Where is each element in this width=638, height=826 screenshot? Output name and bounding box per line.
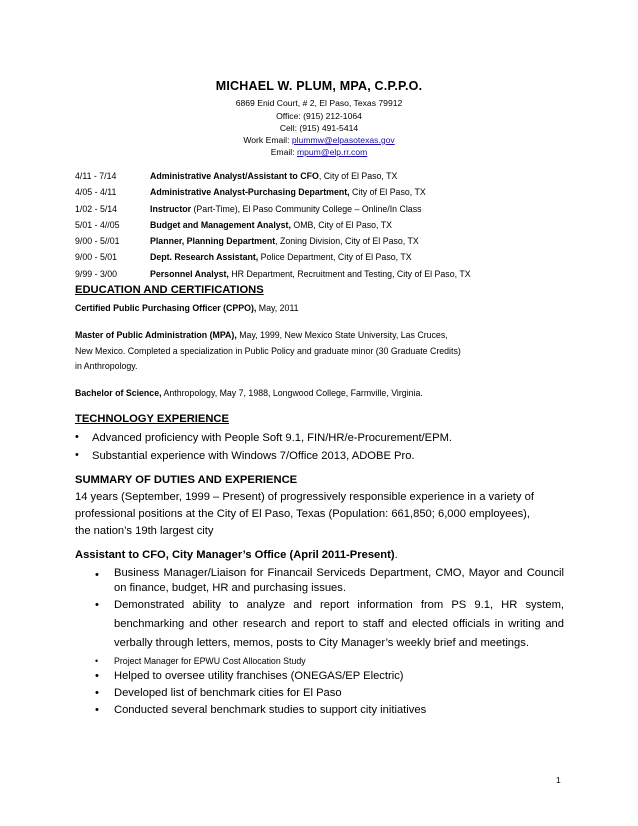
job-entry <box>75 204 595 220</box>
bullet-icon: • <box>95 599 99 611</box>
work-email-link[interactable]: plummw@elpasotexas.gov <box>291 135 395 145</box>
job-details: , Zoning Division, City of El Paso, TX <box>275 236 419 247</box>
job-dates: 1/02 - 5/14 <box>75 203 118 214</box>
cfo-duty-text: Helped to oversee utility franchises (ONEGAS/EP Electric) <box>114 670 404 682</box>
work-email-label: Work Email: <box>243 135 292 145</box>
bullet-icon: • <box>95 687 99 699</box>
technology-item-text: Advanced proficiency with People Soft 9.1, FIN/HR/e-Procurement/EPM. <box>92 432 453 444</box>
job-details: Police Department, City of El Paso, TX <box>258 252 412 263</box>
job-title: Administrative Analyst-Purchasing Department, <box>150 187 350 198</box>
work-email-line <box>0 135 638 145</box>
summary-line: the nation’s 19th largest city <box>75 525 214 537</box>
cppo-title: Certified Public Purchasing Officer (CPPO), <box>75 303 257 313</box>
cfo-duty-text: Developed list of benchmark cities for El Paso <box>114 687 342 699</box>
bs-line <box>75 388 423 398</box>
cell-phone: Cell: (915) 491-5414 <box>279 123 359 133</box>
summary-line: professional positions at the City of El Paso, Texas (Population: 661,850; 6,000 employees), <box>75 508 531 520</box>
job-details: HR Department, Recruitment and Testing, City of El Paso, TX <box>228 268 471 279</box>
job-entry <box>75 236 595 252</box>
job-dates: 9/99 - 3/00 <box>75 268 118 279</box>
office-phone: Office: (915) 212-1064 <box>276 111 362 121</box>
technology-item-text: Substantial experience with Windows 7/Office 2013, ADOBE Pro. <box>92 450 415 462</box>
email-line <box>0 147 638 157</box>
email-link[interactable]: mpum@elp.rr.com <box>296 147 368 157</box>
job-title: Personnel Analyst, <box>150 268 229 279</box>
job-entry <box>75 252 595 268</box>
cfo-duty-text: Demonstrated ability to analyze and report information from PS 9.1, HR system, benchmarking and other research and report to staff and elected officials in writing and verbally through letters, memos, posts to City Manager’s weekly brief and meetings. <box>114 599 564 649</box>
cfo-duty <box>95 596 565 650</box>
bullet-icon: • <box>95 704 99 716</box>
bullet-icon: • <box>95 670 99 682</box>
candidate-name: MICHAEL W. PLUM, MPA, C.P.P.O. <box>215 79 423 93</box>
job-dates: 9/00 - 5//01 <box>75 236 120 247</box>
summary-text <box>75 489 555 540</box>
job-dates: 9/00 - 5/01 <box>75 252 118 263</box>
job-title: Administrative Analyst/Assistant to CFO <box>150 171 319 181</box>
job-details: OMB, City of El Paso, TX <box>290 219 392 230</box>
cppo-date: May, 2011 <box>256 303 299 313</box>
summary-line: 14 years (September, 1999 – Present) of progressively responsible experience in a variety of <box>75 491 534 503</box>
bullet-icon: • <box>75 431 79 443</box>
job-title: Planner, Planning Department <box>150 236 276 247</box>
email-label: Email: <box>270 147 297 157</box>
education-heading: EDUCATION AND CERTIFICATIONS <box>75 284 264 296</box>
mpa-line-3: in Anthropology. <box>75 361 138 371</box>
mpa-details: May, 1999, New Mexico State University, Las Cruces, <box>236 330 448 340</box>
cppo-line <box>75 303 299 313</box>
job-history <box>75 171 595 285</box>
job-title: Instructor <box>150 203 192 214</box>
technology-heading: TECHNOLOGY EXPERIENCE <box>75 413 229 425</box>
job-title: Budget and Management Analyst, <box>150 219 291 230</box>
address: 6869 Enid Court, # 2, El Paso, Texas 79912 <box>235 98 403 108</box>
cfo-heading-period: . <box>394 549 398 561</box>
job-entry <box>75 269 595 285</box>
bullet-icon: • <box>95 569 99 581</box>
cfo-position-heading <box>75 549 398 561</box>
summary-heading: SUMMARY OF DUTIES AND EXPERIENCE <box>75 474 298 486</box>
job-dates: 4/11 - 7/14 <box>75 171 117 181</box>
mpa-line <box>75 330 448 340</box>
job-entry <box>75 220 595 236</box>
cfo-duty-text: Project Manager for EPWU Cost Allocation Study <box>114 656 306 666</box>
job-details: , City of El Paso, TX <box>318 171 398 181</box>
bullet-icon: • <box>95 656 99 666</box>
job-entry <box>75 171 595 187</box>
cfo-heading-text: Assistant to CFO, City Manager’s Office (April 2011-Present) <box>75 549 395 561</box>
job-details: (Part-Time), El Paso Community College – Online/In Class <box>191 203 422 214</box>
cfo-duty-text: Conducted several benchmark studies to support city initiatives <box>114 704 427 716</box>
page-number: 1 <box>556 775 561 785</box>
bs-title: Bachelor of Science, <box>75 388 162 398</box>
bullet-icon: • <box>75 449 79 461</box>
bs-details: Anthropology, May 7, 1988, Longwood College, Farmville, Virginia. <box>161 388 423 398</box>
cfo-duty-text: Business Manager/Liaison for Financail Serviceds Department, CMO, Mayor and Council on finance, budget, HR and purchasing issues. <box>114 567 564 594</box>
job-title: Dept. Research Assistant, <box>150 252 259 263</box>
job-details: City of El Paso, TX <box>349 187 426 198</box>
mpa-title: Master of Public Administration (MPA), <box>75 330 237 340</box>
mpa-line-2: New Mexico. Completed a specialization in Public Policy and graduate minor (30 Graduate Credits) <box>75 346 461 356</box>
job-entry <box>75 187 595 203</box>
job-dates: 4/05 - 4/11 <box>75 187 117 198</box>
job-dates: 5/01 - 4//05 <box>75 219 120 230</box>
